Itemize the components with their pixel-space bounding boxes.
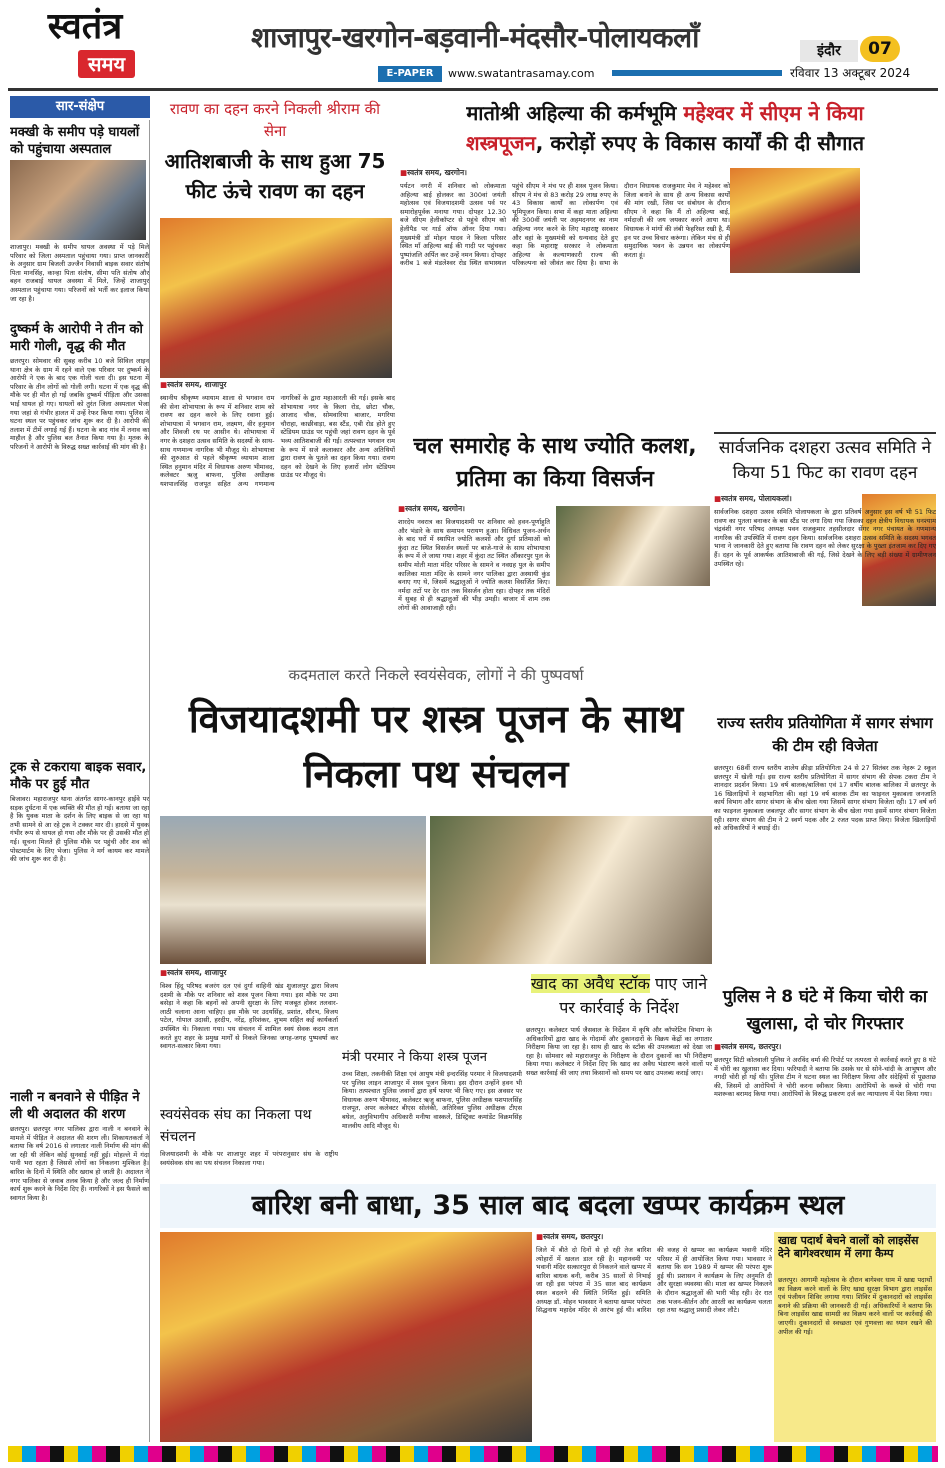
- maheshwar-headline[interactable]: [400, 98, 930, 162]
- ravan-photo: [160, 218, 392, 378]
- jyoti-headline[interactable]: चल समारोह के साथ ज्योति कलश, प्रतिमा का किया विसर्जन: [413, 434, 697, 492]
- barish-headline[interactable]: बारिश बनी बाधा, 35 साल बाद बदला खप्पर कार्यक्रम स्थल: [160, 1184, 936, 1228]
- dussehra-credit: ■ स्वतंत्र समय, पोलायकलां।: [714, 494, 854, 506]
- license-body: छतरपुर। आगामी महोत्सव के दौरान बागेश्वर धाम में खाद्य पदार्थों का विक्रय करने वालों के लिए खाद्य सुरक्षा विभाग द्वारा लाइसेंस एवं पंजीयन शिविर लगाया गया। शिविर में दुकानदारों को लाइसेंस बनाने की प्रक्रिया की जानकारी दी गई। अधिकारियों ने बताया कि बिना लाइसेंस खाद्य सामग्री का विक्रय करने वालों पर कार्रवाई की जाएगी। दुकानदारों से स्वच्छता एवं गुणवत्ता का ध्यान रखने की अपील की गई।: [778, 1276, 932, 1336]
- story-body: छतरपुर। छतरपुर नगर पालिका द्वारा नाली न बनवाने के मामले में पीड़ित ने अदालत की शरण ली। शिकायतकर्ता ने बताया कि वर्ष 2016 से लगातार नाली निर्माण की मांग की जा रही थी लेकिन कोई सुनवाई नहीं हुई। मोहल्ले में गंदा पानी भरा रहता है जिससे लोगों का निकलना मुश्किल है। बारिश के दिनों में स्थिति और खराब हो जाती है। अदालत ने नगर पालिका से जवाब तलब किया है और जल्द ही निर्माण कार्य शुरू करने के निर्देश दिए हैं। नागरिकों ने इस फैसले का स्वागत किया है।: [10, 1125, 149, 1202]
- dussehra-body: सार्वजनिक दशहरा उत्सव समिति पोलायकला के द्वारा प्रतिवर्ष अनुसार इस वर्ष भी 51 फिट रावण का पुतला बनाकर के बस स्टैंड पर लगा दिया गया जिसका दहन क्षेत्रीय विधायक घनश्याम चंद्रवंशी नगर परिषद अध्यक्ष पवन राजकुमार तहसीलदार सेंगर नगर पंचायत के गणमान्य नागरिक की उपस्थिति में रावण दहन किया। सार्वजनिक दशहरा उत्सव समिति के सदस्य भगवत भाना ने जानकारी देते हुए बताया कि रावण दहन को लेकर सुरक्षा के पुख्ता इंतजाम कर दिए गए हैं। दहन के पूर्व आकर्षक आतिशबाजी की गई, जिसे देखने के लिए बड़ी संख्या में ग्रामीणजन उपस्थित रहे।: [714, 508, 936, 568]
- logo-bottom-text: समय: [78, 50, 135, 78]
- headline-part: , करोड़ों रुपए के विकास कार्यों की दी सौगात: [535, 131, 864, 155]
- jyoti-body: शारदेय नवरात्र का विजयादशमी पर शनिवार को हवन-पूर्णाहुति और भंडारे के साथ समापन परायण हुआ। विधिवत पूजन-अर्चन के बाद घरों में स्थापित ज्योति कलशों और दुर्गा प्रतिमाओं को कुंदा तट स्थित विसर्जन स्थलों पर बाजे-गाजे के साथ शोभायात्रा के रूप में ले जाया गया। शहर में कुंदा तट स्थित औंकारपुर पुल के समीप मोती माता मंदिर परिसर के सामने व नवग्रह पुल के समीप कालिका माता मंदिर के सामने नगर पालिका द्वारा अस्थायी कुंड बनाए गए थे, जिसमें श्रद्धालुओं ने ज्योति कलश विसर्जित किए। नर्मदा तटों पर देर रात तक विसर्जन होता रहा। दोपहर तक मंदिरों में सुबह से ही श्रद्धालुओं की भीड़ उमड़ी। बाजार में शाम तक लोगों की आवाजाही रही।: [398, 518, 550, 612]
- khad-headline[interactable]: [526, 972, 712, 1022]
- newspaper-logo: [10, 6, 160, 88]
- sidebar-column: [10, 120, 150, 1442]
- dussehra-headline[interactable]: सार्वजनिक दशहरा उत्सव समिति ने किया 51 फिट का रावण दहन: [714, 432, 936, 488]
- story-body: शाजापुर। मक्खी के समीप घायल अवस्था में पड़े मिले परिवार को जिला अस्पताल पहुंचाया गया। प्राप्त जानकारी के अनुसार ग्राम बिजली उज्जैन निवासी बाइक सवार संतोष पिता मानसिंह, कान्हा पिता संतोष, सीमा पति संतोष और बहन राजबाई घायल अवस्था में मिले, जिन्हें शाजापुर अस्पताल पहुंचाया गया। परिजनों को भर्ती कर इलाज किया जा रहा है।: [10, 243, 149, 303]
- police-body: छतरपुर सिटी कोतवाली पुलिस ने अरविंद वर्मा की रिपोर्ट पर तत्परता से कार्रवाई करते हुए 8 घंटे में चोरी का खुलासा कर दिया। फरियादी ने बताया कि उसके घर से सोने-चांदी के आभूषण और नगदी चोरी हो गई थी। पुलिस टीम ने घटना स्थल का निरीक्षण किया और संदेहियों से पूछताछ की, जिसमें दो आरोपियों ने चोरी करना स्वीकार किया। आरोपियों के कब्जे से चोरी गया मशरूका बरामद किया गया। आरोपियों के विरुद्ध प्रकरण दर्ज कर न्यायालय में पेश किया गया।: [714, 1056, 936, 1099]
- website-url[interactable]: www.swatantrasamay.com: [448, 67, 595, 80]
- vijaya-body: विश्व हिंदू परिषद बजरंग दल एवं दुर्गा वाहिनी खंड शुजालपुर द्वारा विजय दशमी के मौके पर शनिवार को शस्त्र पूजन किया गया। इस मौके पर उमा बसेड़ा ने कहा कि बहनों को अपनी सुरक्षा के लिए मजबूत होकर तलवार-लाठी चलाना आना चाहिए। इस मौके पर उदयसिंह, प्रशांत, सौरभ, विजय पटेल, गोपाल उदासी, हरदीप, नरेंद्र, हरिशंकर, शुभम सहित कई कार्यकर्ता उपस्थित थे। निकाला गया। पथ संचलन में शामिल स्वयं सेवक कदम ताल करते हुए शहर के प्रमुख मार्गों से निकले जिनका जगह-जगह पुष्पवर्षा कर स्वागत-सत्कार किया गया।: [160, 982, 338, 1051]
- logo-top-text: स्वतंत्र: [47, 6, 123, 47]
- headline-part: मातोश्री अहिल्या की कर्मभूमि: [466, 101, 677, 125]
- police-credit: ■ स्वतंत्र समय, छतरपुर।: [714, 1042, 936, 1054]
- masthead-divider: [8, 88, 938, 91]
- story-headline[interactable]: दुष्कर्म के आरोपी ने तीन को मारी गोली, वृद्ध की मौत: [10, 322, 143, 354]
- barish-body: जिले में बीते दो दिनों से हो रही तेज बारिश त्योहारों में खलल डाल रही है। महानवमी पर भवानी मंदिर सत्कारपुरा से निकलने वाले खप्पर में बारिश बाधक बनी, करीब 35 सालों से निभाई जा रही इस परंपरा में 35 साल बाद कार्यक्रम स्थल बदलने की स्थिति निर्मित हुई। समिति अध्यक्ष डॉ. मोहन भावसार ने बताया खप्पर परंपरा सिद्धनाथ महादेव मंदिर से आरंभ हुई थी। बारिश की वजह से खप्पर का कार्यक्रम भवानी मंदिर परिसर में ही आयोजित किया गया। भावसार ने बताया कि सन 1989 में खप्पर की परंपरा शुरू हुई थी। प्रशासन ने कार्यक्रम के लिए अनुमति दी और सुरक्षा व्यवस्था की। माता का खप्पर निकलने के दौरान श्रद्धालुओं की भारी भीड़ रही। देर रात तक भजन-कीर्तन और आरती का कार्यक्रम चलता रहा तथा श्रद्धालु प्रसादी लेकर लौटे।: [536, 1246, 772, 1315]
- edition-banner: शाजापुर-खरगोन-बड़वानी-मंदसौर-पोलायकलाँ: [251, 21, 699, 54]
- maheshwar-photo: [730, 168, 860, 273]
- masthead-rule: [612, 70, 782, 76]
- vijaya-credit: ■ स्वतंत्र समय, शाजापुर: [160, 968, 340, 980]
- vijaya-photo-puja: [160, 816, 426, 964]
- vijaya-headline[interactable]: विजयादशमी पर शस्त्र पूजन के साथ निकला पथ संचलन: [188, 697, 684, 796]
- maheshwar-body: पर्यटन नगरी में शनिवार को लोकमाता अहिल्या बाई होलकर का 300वां जयंती महोत्सव एवं विजयादशमी उत्सव पर्व पर समारोहपूर्वक मनाया गया। दोपहर 12.30 बजे सीएम हेलीकॉप्टर से पहुंचे सीएम को हेलीपैड पर गार्ड ऑफ ऑनर दिया गया। मुख्यमंत्री डॉ मोहन यादव ने किला परिसर स्थित माँ अहिल्या बाई की गादी पर पहुंचकर पुष्पांजलि अर्पित कर उन्हें नमन किया। दोपहर करीब 1 बजे मंडलेश्वर रोड स्थित सभास्थल पहुंचे सीएम ने मंच पर ही शस्त्र पूजन किया। सीएम ने मंच से 83 करोड़ 29 लाख रुपए के 43 विकास कार्यों का लोकार्पण एवं भूमिपूजन किया। सभा में कहा माता अहिल्या की 300वीं जयंती पर अहमदनगर का नाम अहिल्या नगर करने के लिए महाराष्ट्र सरकार और वहां के मुख्यमंत्री को धन्यवाद देते हुए कहा कि महाराष्ट्र सरकार ने लोकमाता अहिल्या के कल्याणकारी राज्य की परिकल्पना को जीवंत कर दिया है। सभा के दौरान विधायक राजकुमार मेव ने महेश्वर को जिला बनाने के साथ ही अन्य विकास कार्यों की मांग रखी, जिस पर संबोधन के दौरान सीएम ने कहा कि मैं तो अहिल्या बाई, नर्मदाजी की जय जयकार करने आया था। विधायक ने मांगों की लंबी फेहरिस्त रखी है, मैं इन पर उच्च विचार करूंगा। लेकिन मंच से ही समुदायिक भवन के उन्नयन का लोकार्पण करता हूं।: [400, 182, 730, 268]
- edition-date: रविवार 13 अक्टूबर 2024: [790, 66, 911, 80]
- ravan-body: स्थानीय श्रीकृष्ण व्यायाम शाला से भगवान राम की सेना शोभायात्रा के रूप में शनिवार शाम को रावण का दहन करने के लिए रवाना हुई। शोभायात्रा में भगवान राम, लक्ष्मण, वीर हनुमान और शिवजी रथ पर आसीन थे। शोभायात्रा में नगर के दशहरा उत्सव समिति के सदस्यों के साथ-साथ गणमान्य नागरिक भी मौजूद थे। शोभायात्रा की शुरुआत से पहले श्रीकृष्ण व्यायाम शाला स्थित हनुमान मंदिर में विधायक अरुण भीमावद, कलेक्टर ऋजु बाफना, पुलिस अधीक्षक यशपालसिंह राजपूत सहित अन्य गणमान्य नागरिकों के द्वारा महाआरती की गई। इसके बाद शोभायात्रा नगर के किला रोड, छोटा चौक, आजाद चौक, सोमवारिया बाजार, मगरिया चौराहा, काछीवाड़ा, बस स्टैंड, एबी रोड होते हुए स्टेडियम ग्राउंड पर पहुंची जहां रावण दहन के पूर्व भव्य आतिशबाजी की गई। तत्पश्चात भगवान राम के रूप में सजे कलाकार और अन्य अतिथियों द्वारा रावण के पुतले का दहन किया गया। रावण दहन को देखने के लिए हजारों लोग स्टेडियम ग्राउंड पर मौजूद थे।: [160, 394, 395, 488]
- vijaya-subhead[interactable]: स्वयंसेवक संघ का निकला पथ संचलन: [160, 1107, 312, 1145]
- rajya-headline[interactable]: राज्य स्तरीय प्रतियोगिता में सागर संभाग की टीम रही विजेता: [717, 714, 933, 755]
- vijaya-sub-body: उच्च शिक्षा, तकनीकी शिक्षा एवं आयुष मंत्री इन्दरसिंह परमार ने विजयादशमी पर पुलिस लाइन शाजापुर में शस्त्र पूजन किया। इस दौरान उन्होंने हवन भी किया। तत्पश्चात पुलिस जवानों द्वारा हर्ष फायर भी किए गए। इस अवसर पर विधायक अरुण भीमावद, कलेक्टर ऋजु बाफना, पुलिस अधीक्षक यशपालसिंह राजपूत, अपर कलेक्टर बीएस सोलंकी, अतिरिक्त पुलिस अधीक्षक टीएस बघेल, अनुविभागीय अधिकारी मनीषा वास्कले, डिस्ट्रिक्ट कमांडेंट विक्रमसिंह मालवीय आदि मौजूद थे।: [342, 1070, 522, 1130]
- barish-credit: ■ स्वतंत्र समय, छतरपुर।: [536, 1232, 666, 1244]
- ravan-kicker: रावण का दहन करने निकली श्रीराम की सेना: [169, 100, 381, 140]
- police-headline[interactable]: पुलिस ने 8 घंटे में किया चोरी का खुलासा, दो चोर गिरफ्तार: [722, 987, 928, 1034]
- vijaya-photo-march: [430, 816, 712, 964]
- vijaya-body-col2: [342, 968, 522, 1048]
- rajya-body: छतरपुर। 68वीं राज्य स्तरीय शालेय क्रीड़ा प्रतियोगिता 24 से 27 सितंबर तक नेहरू 2 स्कूल छतरपुर में खेली गई। इस राज्य स्तरीय प्रतियोगिता में सागर संभाग की सेपक टकरा टीम ने शानदार प्रदर्शन किया। 19 वर्ष बालक/बालिका एवं 17 वर्षीय बालक बालिका में छतरपुर के 16 खिलाड़ियों ने सहभागिता की। वहां 19 वर्ष बालक टीम का फाइनल मुकाबला जनजाति कार्य विभाग और सागर संभाग के बीच खेला गया जिसमें सागर संभाग विजेता रही। 17 वर्ष वर्ग का फाइनल मुकाबला जबलपुर और सागर संभाग के बीच खेला गया इसमें सागर संभाग विजेता रही। सागर संभाग की टीम ने 2 स्वर्ण पदक और 2 रजत पदक प्राप्त किए। विजेता खिलाड़ियों को अधिकारियों ने बधाई दी।: [714, 764, 936, 833]
- vijaya-kicker: कदमताल करते निकले स्वयंसेवक, लोगों ने की पुष्पवर्षा: [288, 666, 584, 684]
- ravan-headline[interactable]: आतिशबाजी के साथ हुआ 75 फीट ऊंचे रावण का दहन: [164, 149, 386, 203]
- maheshwar-credit: ■ स्वतंत्र समय, खरगोन।: [400, 168, 500, 180]
- story-body: छतरपुर। सोमवार की सुबह करीब 10 बजे सिविल लाइन थाना क्षेत्र के ग्राम में रहने वाले एक परिवार पर दुष्कर्म के आरोपी ने एक के बाद एक गोली चला दी। इस घटना में परिवार के तीन लोगों को गोली लगी। घटना में एक वृद्ध की मौके पर ही मौत हो गई जबकि दुष्कर्म पीड़िता और उसका भाई घायल हो गए। घायलों को तुरंत जिला अस्पताल भेजा गया जहां से गंभीर हालत में उन्हें रेफर किया गया। पुलिस ने घटना स्थल पर पहुंचकर जांच शुरू कर दी है। आरोपी की तलाश में टीमें लगाई गई हैं। घटना के बाद गांव में तनाव का माहौल है और पुलिस बल तैनात किया गया है। मृतक के परिजनों ने आरोपी के विरुद्ध सख्त कार्रवाई की मांग की है।: [10, 357, 149, 451]
- color-register-bar: [8, 1446, 938, 1462]
- khad-body: छतरपुर। कलेक्टर पार्थ जैसवाल के निर्देशन में कृषि और कॉपरेटिव विभाग के अधिकारियों द्वारा खाद के गोदामों और दुकानदारों के विक्रय केंद्रों का लगातार निरीक्षण किया जा रहा है। साथ ही खाद के स्टॉक की उपलब्धता को देखा जा रहा है। सोमवार को महाराजपुर के निरीक्षण के दौरान दुकानों का भी निरीक्षण किया गया। कलेक्टर ने निर्देश दिए कि खाद का अवैध भंडारण करने वालों पर सख्त कार्रवाई की जाए तथा किसानों को समय पर खाद उपलब्ध कराई जाए।: [526, 1026, 712, 1077]
- jyoti-photo: [556, 506, 710, 586]
- vijaya-subhead[interactable]: मंत्री परमार ने किया शस्त्र पूजन: [342, 1050, 487, 1065]
- jyoti-credit: ■ स्वतंत्र समय, खरगोन।: [398, 504, 548, 516]
- page-number: 07: [860, 36, 900, 62]
- story-photo: [10, 160, 146, 240]
- story-body: बिजावर। महाराजपुर थाना अंतर्गत सागर-कानपुर हाईवे पर सड़क दुर्घटना में एक व्यक्ति की मौत हो गई। बताया जा रहा है कि युवक माता के दर्शन के लिए बाइक से जा रहा था तभी सामने से आ रहे ट्रक ने टक्कर मार दी। हादसे में युवक गंभीर रूप से घायल हो गया और मौके पर ही उसकी मौत हो गई। सूचना मिलते ही पुलिस मौके पर पहुंची और शव को पोस्टमार्टम के लिए भेजा। पुलिस ने मर्ग कायम कर मामले की जांच शुरू कर दी है।: [10, 795, 149, 864]
- epaper-badge: E-PAPER: [378, 66, 442, 82]
- story-headline[interactable]: मक्खी के समीप पड़े घायलों को पहुंचाया अस्पताल: [10, 125, 140, 157]
- sidebar-header: सार-संक्षेप: [10, 96, 150, 118]
- story-headline[interactable]: नाली न बनवाने से पीड़ित ने ली थी अदालत की शरण: [10, 1090, 140, 1122]
- ravan-credit: ■ स्वतंत्र समय, शाजापुर: [160, 380, 392, 392]
- story-headline[interactable]: ट्रक से टकराया बाइक सवार, मौके पर हुई मौत: [10, 760, 147, 792]
- headline-part: महेश्वर में सीएम ने किया: [683, 101, 864, 125]
- city-label: इंदौर: [800, 40, 858, 62]
- headline-part: खाद का अवैध स्टॉक: [530, 974, 650, 993]
- barish-photo: [160, 1232, 532, 1442]
- vijaya-sub-body: विजयादशमी के मौके पर शाजापुर शहर में परंपरानुसार संघ के राष्ट्रीय स्वयंसेवक संघ का पथ संचलन निकाला गया।: [160, 1150, 338, 1167]
- license-headline[interactable]: खाद्य पदार्थ बेचने वालों को लाइसेंस देने बागेश्वरधाम में लगा कैम्प: [778, 1234, 919, 1260]
- headline-part: शस्त्रपूजन: [466, 131, 536, 155]
- headline-part: पाए जाने पर कार्रवाई के निर्देश: [559, 974, 708, 1017]
